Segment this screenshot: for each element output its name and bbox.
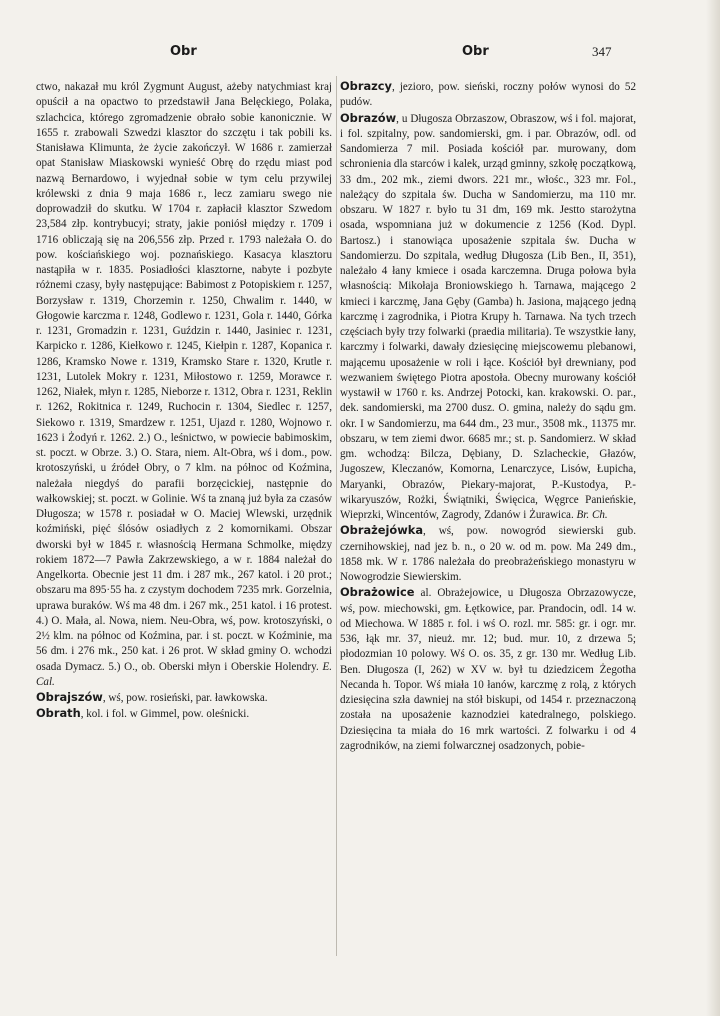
- entry-obrath: [36, 706, 332, 722]
- entry-text: al. Obrażejowice, u Długosza Obrzazowycze, wś, pow. miechowski, gm. Łętkowice, par. Prandocin, odl. 14 w. od Miechowa. W 1885 r. fol. i wś O. rozl. mr. 585: gr. i ogr. mr. 536, łąk mr. 37, nieuż. mr. 12; bud. mur. 10, z drzewa 5; płodozmian 10 polowy. Wś O. os. 35, z gr. 130 mr. Według Lib. Ben. Długosza (I, 262) w XV w. był tu dziedzicem Żegotha Necanda h. Topor. Wś miała 10 łanów, karczmę z rolą, z których dziesięcina szła dawniej na stół biskupi, od 1454 r. przeznaczoną została na uposażenie kaznodziei katedralnego, polskiego. Dziesięcina ta miała do 16 mrk wartości. Z folwarku i od 4 zagrodników, na ziemi folwarcznej osadzonych, pobie-: [340, 587, 636, 752]
- page-header: [0, 44, 720, 66]
- entry-text: , kol. i fol. w Gimmel, pow. oleśnicki.: [80, 708, 250, 721]
- entry-author: E. Cal.: [36, 660, 332, 688]
- entry-text: ctwo, nakazał mu król Zygmunt August, ażeby natychmiast kraj opuścił a na opactwo to przedstawił Jana Belęckiego, Polaka, szlachcica, którego zgromadzenie obrało sobie kanonicznie. W 1655 r. zrabowali Szwedzi klasztor do szczętu i tak pobili ks. Stanisława Klimunta, że życie zakończył. W 1686 r. zamierzał opat Stanisław Miaskowski wynieść Obrę do rzędu miast pod nazwą Bernardowo, i wyjednał sobie w tym celu przywilej królewski z dnia 9 maja 1686 r., lecz zamiaru swego nie doprowadził do skutku. W 1704 r. zapłacił klasztor Szwedom 23,584 złp. kontrybucyi; straty, jakie poniósł między r. 1709 i 1716 obliczają się na 206,556 złp. Przed r. 1793 należała O. do pow. kościańskiego woj. poznańskiego. Kasacya klasztoru nastąpiła w r. 1835. Posiadłości klasztorne, nabyte i pozbyte różnemi czasy, były następujące: Babimost z Potopiskiem r. 1257, Borzysław r. 1319, Chorzemin r. 1250, Chwalim r. 1440, w Głogowie karczma r. 1248, Godlewo r. 1231, Gola r. 1440, Górka r. 1231, Gromadzin r. 1231, Guździn r. 1440, Jasiniec r. 1231, Karpicko r. 1286, Kiełkowo r. 1245, Kiełpin r. 1287, Kopanica r. 1286, Kramsko Nowe r. 1319, Kramsko Stare r. 1320, Krutle r. 1231, Lutolek Mokry r. 1231, Miłostowo r. 1259, Morawce r. 1262, Niałek, młyn r. 1285, Nieborze r. 1312, Obra r. 1231, Reklin r. 1262, Rokitnica r. 1249, Ruchocin r. 1304, Siedlec r. 1257, Siekowo r. 1319, Smardzew r. 1251, Ujazd r. 1280, Wojnowo r. 1623 i Żodyń r. 1262. 2.) O., leśnictwo, w powiecie babimoskim, st. poczt. w Obrze. 3.) O. Stara, niem. Alt-Obra, wś i dom., pow. krotoszyński, u źródeł Obry, o 7 klm. na północ od Koźmina, należała niegdyś do parafii borzęcickiej, następnie do wałkowskiej; st. poczt. w Golinie. Wś ta znaną już była za czasów Długosza; w 1578 r. posiadał w O. Maciej Wlewski, urzędnik koźmiński, pięć ślósów osiadłych z 2 komornikami. Obszar dworski był w 1845 r. własnością Hermana Schmolke, między rokiem 1872—7 Pawła Zakrzewskiego, a w r. 1884 należał do Angelkorta. Obecnie jest 11 dm. i 287 mk., 267 katol. i 20 prot.; obszaru ma 895·55 ha. z czystym dochodem 7235 mrk. Gorzelnia, uprawa buraków. Wś ma 48 dm. i 267 mk., 251 katol. i 16 protest. 4.) O. Mała, al. Nowa, niem. Neu-Obra, wś, pow. krotoszyński, o 2½ klm. na północ od Koźmina, par. i st. poczt. w Koźminie, ma 56 dm. i 276 mk., 250 kat. i 26 prot. W skład gminy O. wchodzi osada Dymacz. 5.) O., ob. Oberski młyn i Oberskie Holendry.: [36, 81, 332, 673]
- page-number: 347: [592, 44, 612, 59]
- entry-text: , jezioro, pow. sieński, roczny połów wynosi do 52 pudów.: [340, 81, 636, 109]
- entry-text: , wś, pow. nowogród siewierski gub. czernihowskiej, nad jez b. n., o 20 w. od m. pow. Ma 249 dm., 1858 mk. W r. 1786 należała do preobrażeńskiego monastyru w Nowogrodzie Siewierskim.: [340, 525, 636, 583]
- left-column: [36, 79, 332, 979]
- entry-text: , u Długosza Obrzaszow, Obraszow, wś i fol. majorat, i fol. szpitalny, pow. sandomierski, gm. i par. Obrazów, odl. od Sandomierza 7 mil. Posiada kościół par. murowany, dom schronienia dla starców i kalek, urząd gminny, szkołę początkową, 33 dm., 202 mk., ziemi dwors. 221 mr., włośc., 323 mr. Fol., należący do szpitala św. Ducha w Sandomierzu, ma 110 mr. obszaru. W 1827 r. było tu 31 dm, 169 mk. Jestto starożytna osada, wspomniana już w dokumencie z 1256 (Kod. Dypl. Bartosz.) i stanowiąca uposażenie szpitala św. Ducha w Sandomierzu. Do szpitala, według Długosza (Lib Ben., II, 351), należało 4 łany kmiece i osada karczemna. Druga połowa była własnością: Mikołaja Broniowskiego h. Tarnawa, mającego 2 kmieci i karczmę, Jana Gęby (Gamba) h. Jasiona, mającego jedną karczmę i zagrodnika, i Piotra Krupy h. Tarnawa. Na tych trzech częściach były trzy folwarki (praedia militaria). Te wszystkie łany, karczmy i folwarki, dawały dziesięcinę miejscowemu plebanowi, mającemu uposażenie w roli i łące. Kościół był drewniany, pod wezwaniem świętego Piotra apostoła. Obecny murowany kościół wystawił w 1760 r. ks. Andrzej Potocki, kan. krakowski. O. par., dek. sandomierski, ma 2700 dusz. O. gmina, należy do sądu gm. okr. I w Sandomierzu, ma 644 dm., 23 mur., 3508 mk., 11375 mr. obszaru, w tem ziemi dwor. 6685 mr.; st. p. Sandomierz. W skład gm. wchodzą: Bilcza, Dębiany, D. Szlacheckie, Głazów, Jugoszew, Kleczanów, Komorna, Lenarczyce, Lisów, Łupicha, Maryanki, Obrazów, Piekary-majorat, P.-Kustodya, P.-wikaryuszów, Rożki, Świątniki, Święcica, Węgrce Panieńskie, Wieprzki, Wincentów, Zagrody, Zdanów i Żurawica.: [340, 112, 636, 521]
- entry-headword: Obrath: [36, 706, 81, 721]
- page-edge-shadow: [706, 0, 720, 1016]
- running-head-left: Obr: [170, 44, 197, 59]
- right-column: [340, 79, 636, 979]
- entry-obrazcy: [340, 79, 636, 111]
- entry-obrazowice: [340, 585, 636, 754]
- entry-obrazow: [340, 111, 636, 524]
- entry-headword: Obrajszów: [36, 690, 103, 704]
- entry-headword: Obrażejówka: [340, 523, 424, 538]
- entry-headword: Obrazcy: [340, 79, 392, 93]
- entry-obrazejowka: [340, 523, 636, 585]
- entry-text: , wś, pow. rosieński, par. ławkowska.: [102, 692, 268, 704]
- entry-author: Br. Ch.: [576, 509, 608, 521]
- entry-obra-continued: [36, 79, 332, 690]
- entry-headword: Obrazów: [340, 110, 397, 125]
- running-head-right: Obr: [462, 44, 489, 59]
- entry-headword: Obrażowice: [340, 585, 415, 600]
- column-divider: [336, 76, 337, 956]
- entry-obrajszow: [36, 690, 332, 706]
